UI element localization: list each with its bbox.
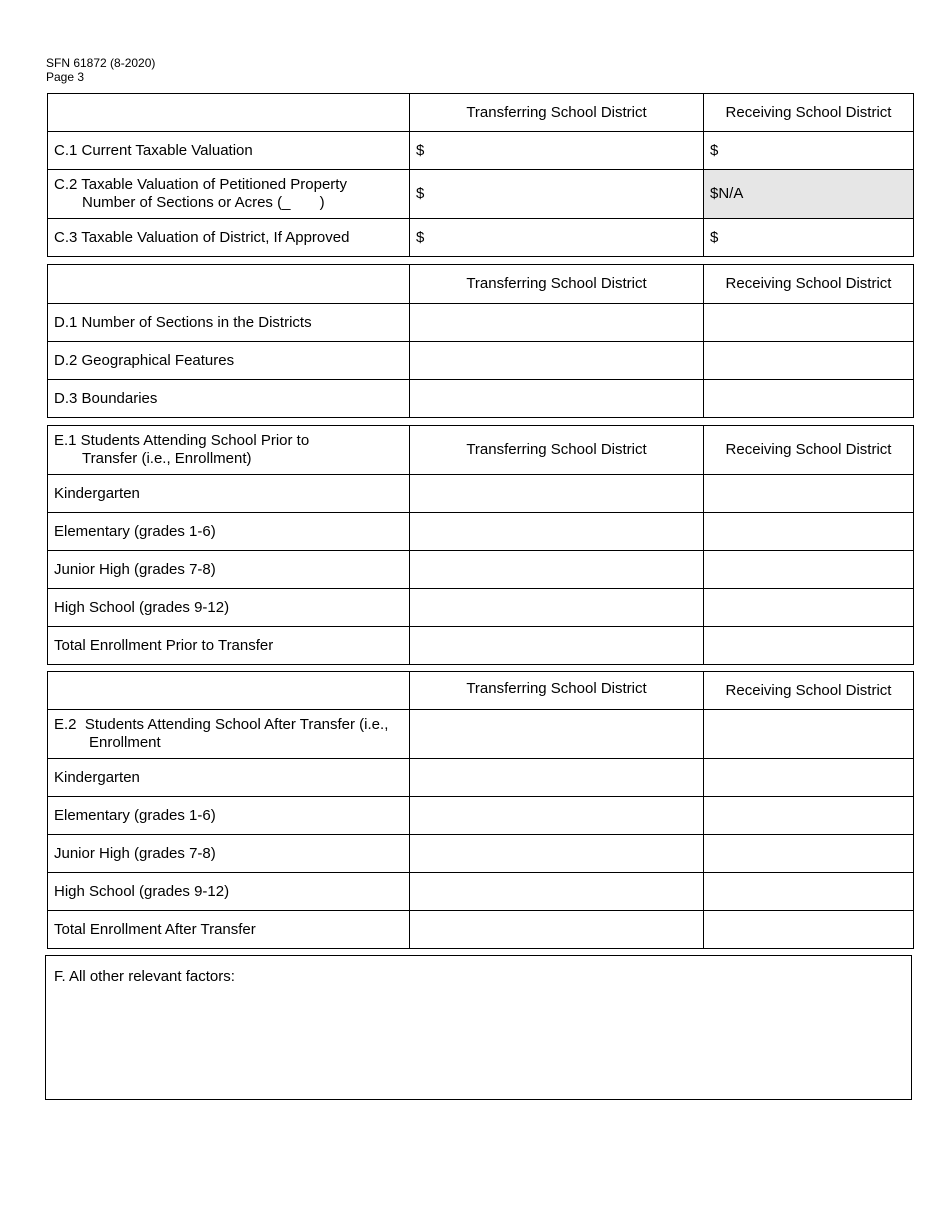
c2-sections-label: Number of Sections or Acres (_ ) bbox=[82, 194, 325, 211]
e1-high-school-receiving-field[interactable] bbox=[704, 589, 914, 627]
receiving-header: Receiving School District bbox=[704, 94, 914, 132]
c2-label-cell bbox=[48, 170, 410, 219]
e2-kindergarten-receiving-field[interactable] bbox=[704, 759, 914, 797]
e2-row-label: Junior High (grades 7-8) bbox=[48, 835, 410, 873]
d1-receiving-field[interactable] bbox=[704, 304, 914, 342]
e1-row-label: Total Enrollment Prior to Transfer bbox=[48, 627, 410, 665]
transferring-header: Transferring School District bbox=[410, 426, 704, 475]
d1-row bbox=[48, 304, 914, 342]
e1-junior-high-transferring-field[interactable] bbox=[410, 551, 704, 589]
page-number: Page 3 bbox=[46, 70, 85, 84]
section-e2-table bbox=[47, 671, 914, 949]
c1-transferring-field[interactable]: $ bbox=[410, 132, 704, 170]
c1-receiving-field[interactable]: $ bbox=[704, 132, 914, 170]
e1-row-label: High School (grades 9-12) bbox=[48, 589, 410, 627]
section-c-table bbox=[47, 93, 914, 257]
other-factors-field[interactable] bbox=[45, 955, 912, 1100]
e2-row-label: Elementary (grades 1-6) bbox=[48, 797, 410, 835]
d3-row bbox=[48, 380, 914, 418]
e1-title: E.1 Students Attending School Prior to bbox=[54, 432, 310, 449]
blank-header-cell bbox=[48, 672, 410, 710]
section-d-table bbox=[47, 264, 914, 418]
table-row bbox=[48, 911, 914, 949]
c2-transferring-field[interactable]: $ bbox=[410, 170, 704, 219]
e2-elementary-receiving-field[interactable] bbox=[704, 797, 914, 835]
receiving-header: Receiving School District bbox=[704, 265, 914, 304]
e2-title-transferring-field[interactable] bbox=[410, 710, 704, 759]
e1-junior-high-receiving-field[interactable] bbox=[704, 551, 914, 589]
e1-elementary-transferring-field[interactable] bbox=[410, 513, 704, 551]
table-row bbox=[48, 835, 914, 873]
e1-row-label: Kindergarten bbox=[48, 475, 410, 513]
table-row bbox=[48, 873, 914, 911]
c2-label: C.2 Taxable Valuation of Petitioned Property bbox=[54, 176, 347, 193]
d3-transferring-field[interactable] bbox=[410, 380, 704, 418]
blank-header-cell bbox=[48, 94, 410, 132]
blank-header-cell bbox=[48, 265, 410, 304]
table-row bbox=[48, 797, 914, 835]
e1-kindergarten-receiving-field[interactable] bbox=[704, 475, 914, 513]
c3-receiving-field[interactable]: $ bbox=[704, 219, 914, 257]
d2-receiving-field[interactable] bbox=[704, 342, 914, 380]
e1-header-row bbox=[48, 426, 914, 475]
d2-row bbox=[48, 342, 914, 380]
form-number: SFN 61872 (8-2020) bbox=[46, 56, 156, 70]
table-row bbox=[48, 627, 914, 665]
c1-row bbox=[48, 132, 914, 170]
d3-label: D.3 Boundaries bbox=[48, 380, 410, 418]
receiving-header: Receiving School District bbox=[704, 426, 914, 475]
e2-header-row bbox=[48, 672, 914, 710]
e2-row-label: Total Enrollment After Transfer bbox=[48, 911, 410, 949]
e1-high-school-transferring-field[interactable] bbox=[410, 589, 704, 627]
d1-transferring-field[interactable] bbox=[410, 304, 704, 342]
e1-title-line2: Transfer (i.e., Enrollment) bbox=[82, 450, 252, 467]
e2-elementary-transferring-field[interactable] bbox=[410, 797, 704, 835]
table-row bbox=[48, 513, 914, 551]
e1-total-transferring-field[interactable] bbox=[410, 627, 704, 665]
transferring-header: Transferring School District bbox=[410, 265, 704, 304]
table-row bbox=[48, 475, 914, 513]
e2-junior-high-receiving-field[interactable] bbox=[704, 835, 914, 873]
section-d-header-row bbox=[48, 265, 914, 304]
e2-high-school-receiving-field[interactable] bbox=[704, 873, 914, 911]
e2-high-school-transferring-field[interactable] bbox=[410, 873, 704, 911]
e2-title-line2: Enrollment bbox=[89, 734, 161, 751]
section-e1-table bbox=[47, 425, 914, 665]
e2-title: E.2 Students Attending School After Transfer (i.e., bbox=[54, 716, 389, 733]
c2-row bbox=[48, 170, 914, 219]
table-row bbox=[48, 589, 914, 627]
d2-transferring-field[interactable] bbox=[410, 342, 704, 380]
e2-kindergarten-transferring-field[interactable] bbox=[410, 759, 704, 797]
e2-total-receiving-field[interactable] bbox=[704, 911, 914, 949]
table-row bbox=[48, 759, 914, 797]
d3-receiving-field[interactable] bbox=[704, 380, 914, 418]
e1-title-cell bbox=[48, 426, 410, 475]
d1-label: D.1 Number of Sections in the Districts bbox=[48, 304, 410, 342]
e1-row-label: Junior High (grades 7-8) bbox=[48, 551, 410, 589]
e2-total-transferring-field[interactable] bbox=[410, 911, 704, 949]
table-row bbox=[48, 551, 914, 589]
receiving-header: Receiving School District bbox=[704, 672, 914, 710]
transferring-header: Transferring School District bbox=[410, 94, 704, 132]
section-c-header-row bbox=[48, 94, 914, 132]
e2-row-label: Kindergarten bbox=[48, 759, 410, 797]
e1-row-label: Elementary (grades 1-6) bbox=[48, 513, 410, 551]
d2-label: D.2 Geographical Features bbox=[48, 342, 410, 380]
c3-transferring-field[interactable]: $ bbox=[410, 219, 704, 257]
e1-elementary-receiving-field[interactable] bbox=[704, 513, 914, 551]
c1-label: C.1 Current Taxable Valuation bbox=[48, 132, 410, 170]
other-factors-label: F. All other relevant factors: bbox=[54, 968, 235, 985]
c2-receiving-field: $N/A bbox=[704, 170, 914, 219]
e2-title-cell bbox=[48, 710, 410, 759]
c3-row bbox=[48, 219, 914, 257]
e2-junior-high-transferring-field[interactable] bbox=[410, 835, 704, 873]
e2-row-label: High School (grades 9-12) bbox=[48, 873, 410, 911]
e2-title-row bbox=[48, 710, 914, 759]
e1-kindergarten-transferring-field[interactable] bbox=[410, 475, 704, 513]
c3-label: C.3 Taxable Valuation of District, If Approved bbox=[48, 219, 410, 257]
transferring-header: Transferring School District bbox=[410, 672, 704, 710]
e2-title-receiving-field[interactable] bbox=[704, 710, 914, 759]
e1-total-receiving-field[interactable] bbox=[704, 627, 914, 665]
